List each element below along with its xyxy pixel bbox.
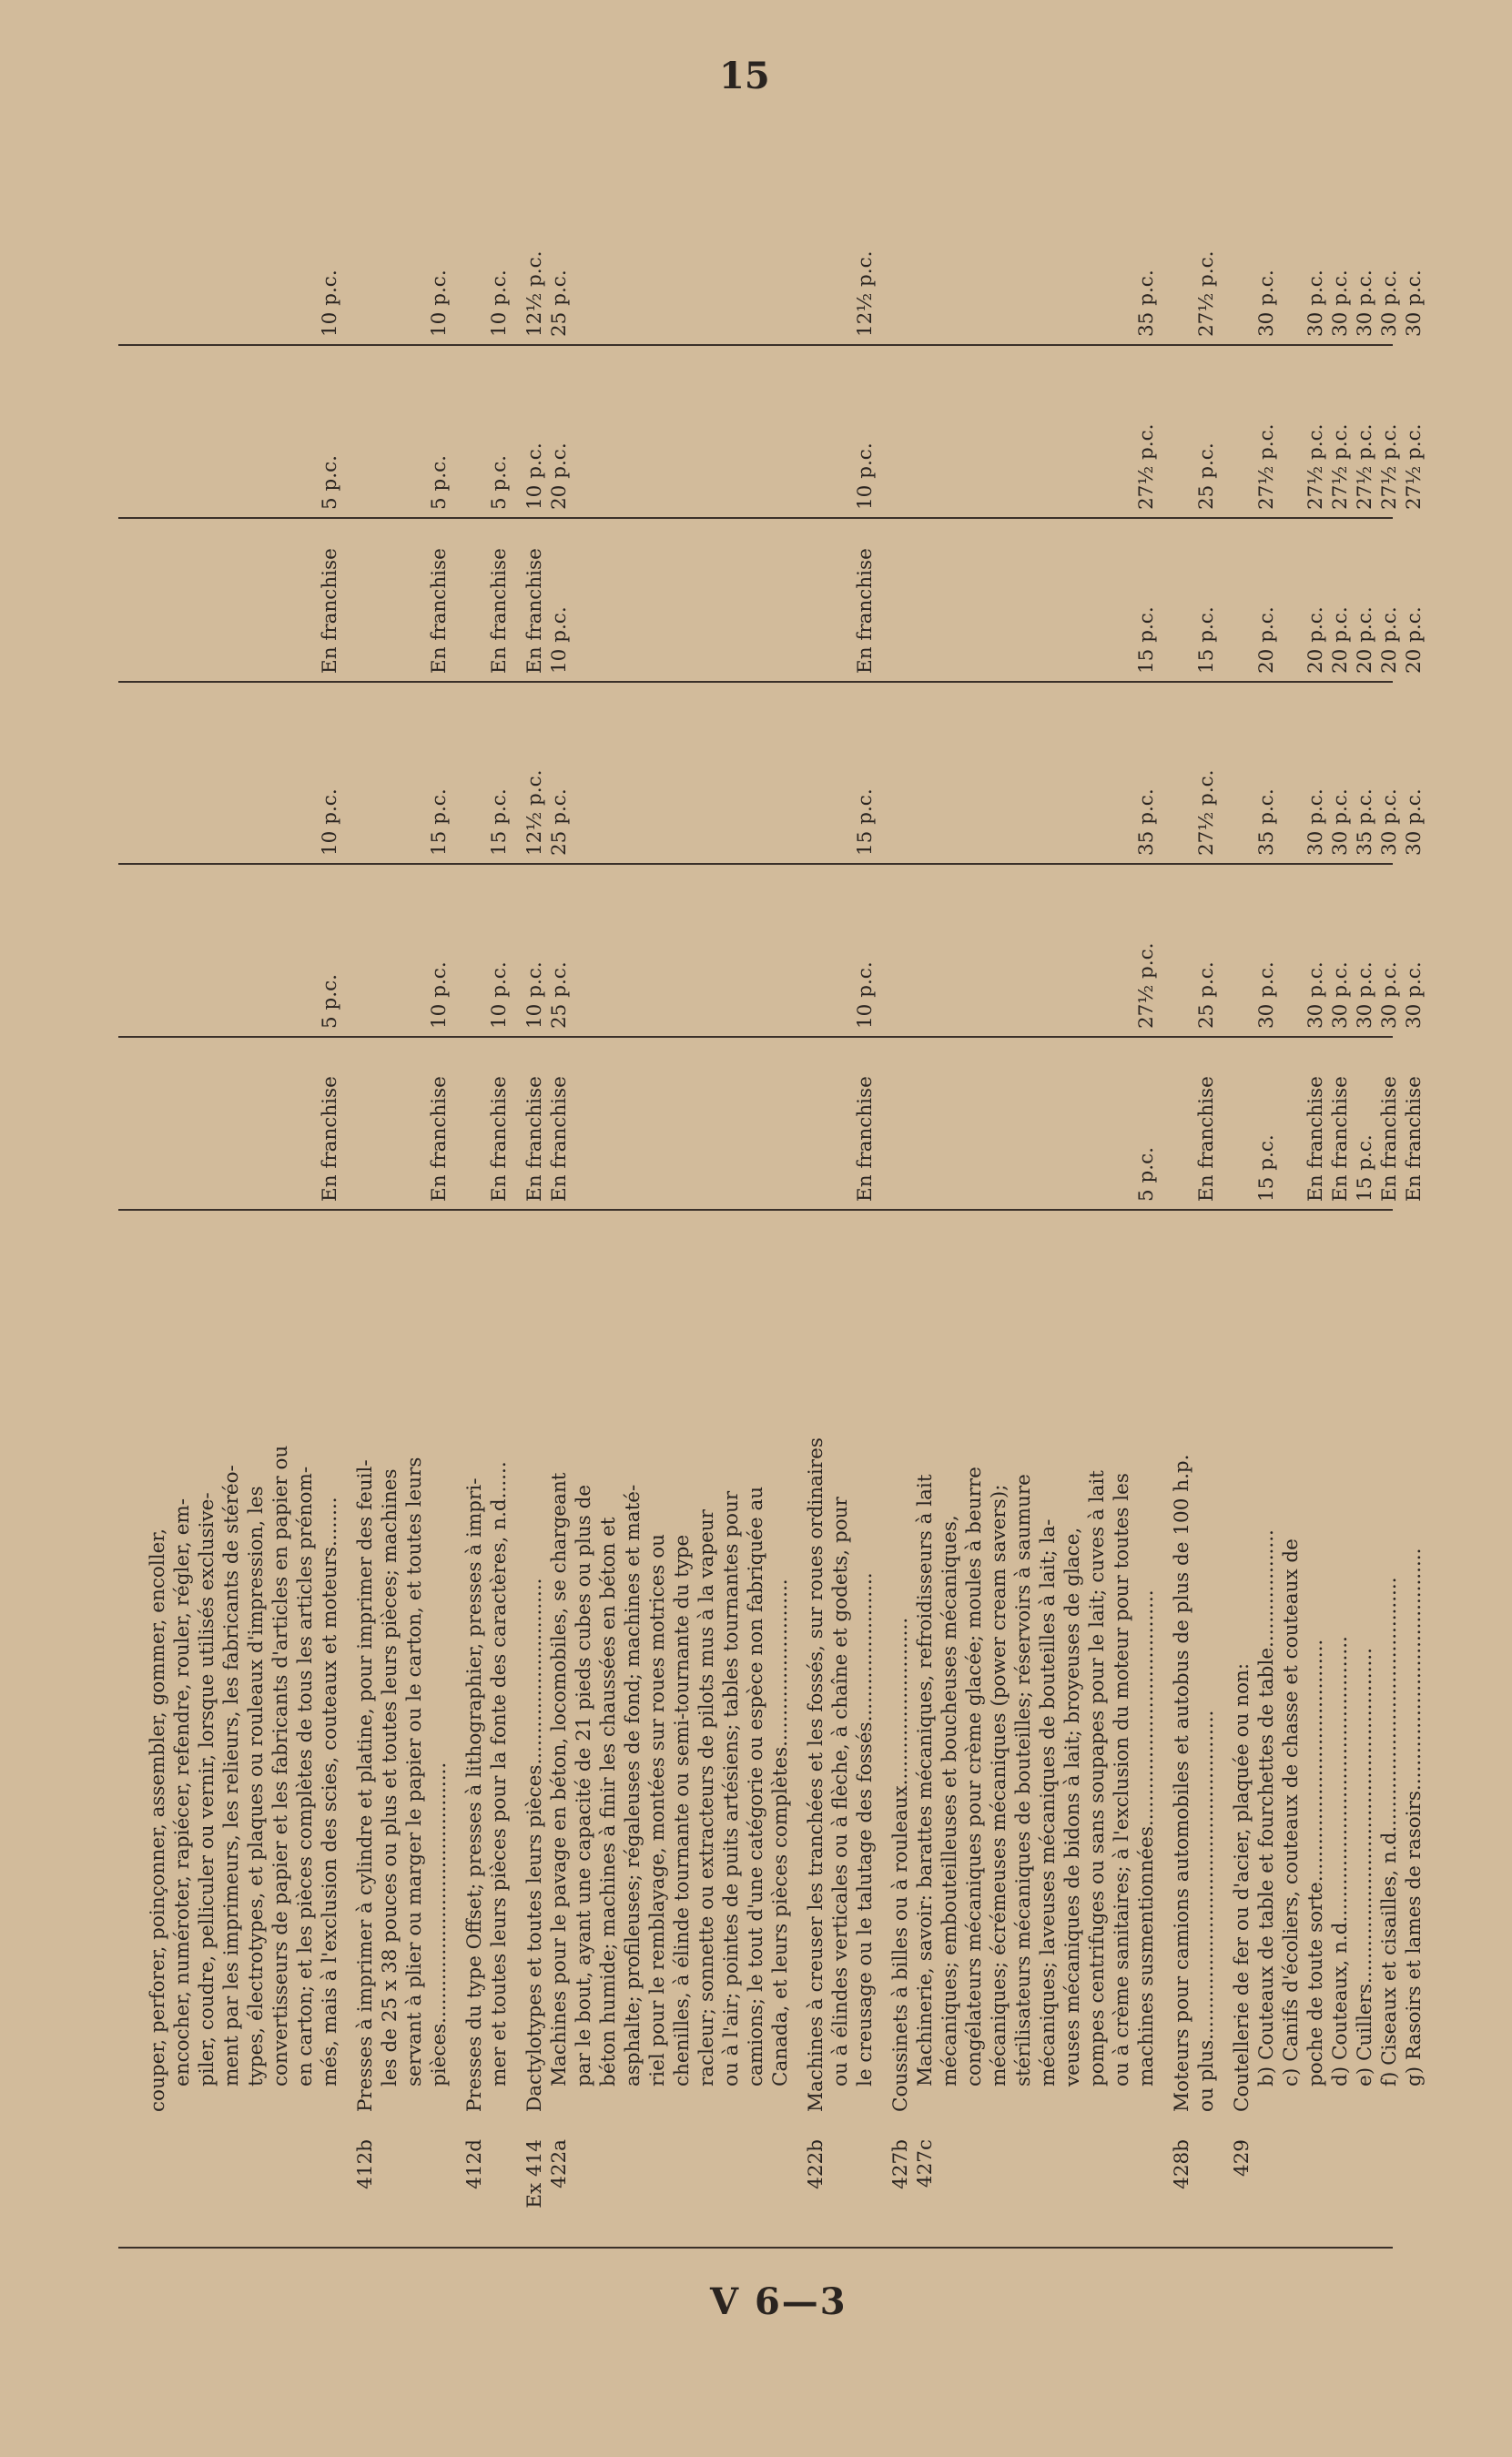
rate-value: 15 p.c.: [1135, 606, 1158, 674]
tariff-item-code: [1230, 2139, 1254, 2249]
rate-value: 15 p.c.: [854, 788, 877, 856]
description-line: les de 25 x 38 pouces ou plus et toutes leurs pièces; machines: [379, 1468, 401, 2086]
description-line: camions; le tout d'une catégorie ou espèce non fabriquée au: [745, 1486, 767, 2086]
rate-cell: [318, 455, 342, 510]
rate-cell: [487, 961, 512, 1029]
description-line: mécaniques; embouteilleuses et boucheuses mécaniques,: [939, 1515, 961, 2086]
rate-value: 10 p.c.: [523, 961, 546, 1029]
description-line: piler, coudre, pelliculer ou vernir, lorsque utilisés exclusive-: [196, 1492, 218, 2086]
rate-value: 27½ p.c.: [1329, 423, 1352, 510]
table-rule-3: [118, 863, 1393, 865]
rate-cell: [1134, 942, 1159, 1029]
tariff-code-text: 427b: [889, 2139, 912, 2189]
rate-cell: [318, 548, 342, 674]
rate-value: En franchise: [854, 548, 877, 674]
rate-value: 25 p.c.: [548, 269, 571, 337]
rate-value: En franchise: [319, 1076, 341, 1202]
table-rule-5: [118, 517, 1393, 519]
rate-value: 30 p.c.: [1304, 788, 1327, 856]
rate-value: En franchise: [428, 1076, 451, 1202]
description-line: Coutellerie de fer ou d'acier, plaquée ou non:: [1231, 1662, 1253, 2112]
rate-value: 20 p.c.: [548, 442, 571, 510]
description-line: Machines pour le pavage en béton, locomobiles, se chargeant: [548, 1472, 571, 2086]
rate-value: En franchise: [1195, 1076, 1218, 1202]
rate-value: 10 p.c.: [428, 961, 451, 1029]
rate-value: 30 p.c.: [1329, 788, 1352, 856]
rate-value: 20 p.c.: [1354, 606, 1376, 674]
description-line: stérilisateurs mécaniques de bouteilles; réservoirs à saumure: [1012, 1474, 1035, 2086]
tariff-table: [118, 246, 1426, 2249]
rate-value: 35 p.c.: [1255, 788, 1278, 856]
description-line: ou à élindes verticales ou à flèche, à chaîne et godets, pour: [829, 1497, 852, 2086]
rate-cell: [853, 961, 878, 1029]
description-line: ou à crème sanitaires; à l'exclusion du moteur pour toutes les: [1111, 1473, 1133, 2086]
rate-value: 10 p.c.: [428, 269, 451, 337]
rate-value: 30 p.c.: [1255, 961, 1278, 1029]
description-line: par le bout, ayant une capacité de 21 pieds cubes ou plus de: [573, 1484, 595, 2086]
rate-value: 15 p.c.: [1195, 606, 1218, 674]
rate-value: 30 p.c.: [1378, 961, 1401, 1029]
rate-value: 10 p.c.: [319, 269, 341, 337]
rate-cell: [1194, 606, 1219, 674]
rate-value: 30 p.c.: [1403, 269, 1426, 337]
tariff-code-text: 429: [1231, 2139, 1253, 2178]
rate-cell: [1194, 1076, 1219, 1202]
rate-cell: [523, 442, 572, 510]
article-description: [1230, 1256, 1426, 2112]
tariff-code-text: 427c: [914, 2139, 937, 2188]
description-line: ou à l'air; pointes de puits artésiens; tables tournantes pour: [720, 1490, 743, 2086]
description-line: b) Couteaux de table et fourchettes de table...................: [1255, 1529, 1278, 2086]
rate-value: 10 p.c.: [523, 442, 546, 510]
table-rule-6: [118, 344, 1393, 346]
description-line: f) Ciseaux et cisailles, n.d.........................................: [1378, 1577, 1401, 2086]
rate-cell: [487, 455, 512, 510]
description-line: encocher, numéroter, rapiécer, refendre, rouler, régler, em-: [171, 1498, 194, 2086]
description-line: machines susmentionnées......................................: [1135, 1589, 1158, 2086]
rate-value: 30 p.c.: [1329, 961, 1352, 1029]
rate-cell: [523, 961, 572, 1029]
description-line: c) Canifs d'écoliers, couteaux de chasse et couteaux de: [1280, 1538, 1303, 2086]
rate-value: 10 p.c.: [319, 788, 341, 856]
article-description: [888, 1256, 1159, 2112]
tariff-item-code: [353, 2139, 378, 2249]
rate-value: 15 p.c.: [488, 788, 511, 856]
rate-cell: [523, 1076, 572, 1202]
article-description: [1170, 1256, 1219, 2112]
rate-value: 15 p.c.: [1255, 1134, 1278, 1202]
rate-value: En franchise: [1403, 1076, 1426, 1202]
rate-value: 25 p.c.: [1195, 961, 1218, 1029]
rate-cell: [1254, 788, 1279, 856]
rate-value: En franchise: [523, 548, 546, 674]
table-rule-1: [118, 1209, 1393, 1211]
rate-value: 30 p.c.: [1304, 269, 1327, 337]
table-rule-4: [118, 681, 1393, 683]
rate-value: 20 p.c.: [1255, 606, 1278, 674]
rate-value: 15 p.c.: [428, 788, 451, 856]
tariff-code-text: Ex 414: [523, 2139, 546, 2208]
rate-cell: [318, 1076, 342, 1202]
description-line: Dactylotypes et toutes leurs pièces..............................: [523, 1578, 546, 2112]
tariff-code-text: 422a: [548, 2139, 571, 2188]
rate-value: 10 p.c.: [488, 269, 511, 337]
rate-value: 20 p.c.: [1304, 606, 1327, 674]
rate-value: 30 p.c.: [1403, 961, 1426, 1029]
description-line: Presses du type Offset; presses à lithographier, presses à impri-: [463, 1477, 486, 2112]
footer-mark: V 6—3: [710, 2280, 847, 2323]
rate-cell: [427, 788, 452, 856]
article-description: [462, 1256, 512, 2112]
description-line: poche de toute sorte.......................................: [1304, 1639, 1327, 2086]
description-line: le creusage ou le talutage des fossés........................: [854, 1572, 877, 2086]
rate-value: 15 p.c.: [1354, 1134, 1376, 1202]
rate-cell: [1134, 606, 1159, 674]
rate-value: 20 p.c.: [1329, 606, 1352, 674]
description-line: e) Cuillers......................................................: [1354, 1648, 1376, 2086]
rate-value: 5 p.c.: [1135, 1147, 1158, 1202]
description-line: en carton; et les pièces complètes de tous les articles prénom-: [294, 1466, 317, 2086]
rate-value: 30 p.c.: [1378, 788, 1401, 856]
description-line: pièces..........................................: [428, 1762, 451, 2086]
tariff-item-code: [1170, 2139, 1194, 2249]
rate-value: 27½ p.c.: [1403, 423, 1426, 510]
rate-value: 27½ p.c.: [1304, 423, 1327, 510]
rate-value: 30 p.c.: [1354, 961, 1376, 1029]
rate-value: 25 p.c.: [548, 961, 571, 1029]
rate-cell: [427, 269, 452, 337]
rate-value: 12½ p.c.: [523, 250, 546, 337]
rate-cell: [487, 269, 512, 337]
article-description: [523, 1256, 793, 2112]
rate-cell: [853, 548, 878, 674]
description-line: congélateurs mécaniques pour crème glacée; moules à beurre: [963, 1467, 986, 2086]
tariff-item-code: [523, 2139, 572, 2249]
description-line: mécaniques; laveuses mécaniques de bouteilles à lait; la-: [1037, 1518, 1060, 2086]
article-description: [146, 1256, 342, 2112]
rate-value: 10 p.c.: [854, 961, 877, 1029]
rate-cell: [427, 961, 452, 1029]
rate-value: 30 p.c.: [1304, 961, 1327, 1029]
tariff-item-code: [462, 2139, 487, 2249]
description-line: types, électrotypes, et plaques ou rouleaux d'impression, les: [245, 1486, 268, 2086]
description-line: béton humide; machines à finir les chaussées en béton et: [597, 1517, 620, 2086]
description-line: d) Couteaux, n.d..............................................: [1329, 1636, 1352, 2086]
rate-cell: [427, 1076, 452, 1202]
page-number: 15: [719, 55, 770, 97]
rate-value: 25 p.c.: [1195, 442, 1218, 510]
rate-cell: [1134, 423, 1159, 510]
rate-cell: [523, 250, 572, 337]
rate-value: 30 p.c.: [1329, 269, 1352, 337]
rate-value: 5 p.c.: [488, 455, 511, 510]
rate-value: 20 p.c.: [1403, 606, 1426, 674]
article-description: [804, 1256, 878, 2112]
rate-cell: [1254, 269, 1279, 337]
rate-value: 25 p.c.: [548, 788, 571, 856]
description-line: Machinerie, savoir: barattes mécaniques, refroidisseurs à lait: [914, 1474, 937, 2086]
rate-value: 12½ p.c.: [854, 250, 877, 337]
description-line: veuses mécaniques de bidons à lait; broyeuses de glace,: [1061, 1527, 1084, 2086]
rate-cell: [487, 788, 512, 856]
description-line: mécaniques; écrémeuses mécaniques (power cream savers);: [988, 1484, 1010, 2086]
tariff-item-code: [888, 2139, 938, 2249]
rate-value: 5 p.c.: [428, 455, 451, 510]
tariff-code-text: 412d: [463, 2139, 486, 2189]
rate-cell: [1134, 1147, 1159, 1202]
rate-value: 12½ p.c.: [523, 769, 546, 856]
rate-value: 30 p.c.: [1255, 269, 1278, 337]
rate-value: En franchise: [1378, 1076, 1401, 1202]
rate-value: En franchise: [428, 548, 451, 674]
rate-value: 27½ p.c.: [1195, 769, 1218, 856]
rate-cell: [1194, 769, 1219, 856]
rate-value: En franchise: [1304, 1076, 1327, 1202]
rate-value: En franchise: [319, 548, 341, 674]
rate-cell: [853, 250, 878, 337]
rate-cell: [853, 442, 878, 510]
rate-value: 27½ p.c.: [1255, 423, 1278, 510]
description-line: Canada, et leurs pièces complètes...........................: [769, 1579, 792, 2086]
rate-cell: [1194, 961, 1219, 1029]
description-line: més, mais à l'exclusion des scies, couteaux et moteurs........: [319, 1497, 341, 2086]
rate-value: 30 p.c.: [1378, 269, 1401, 337]
rate-cell: [487, 1076, 512, 1202]
rate-cell: [1134, 269, 1159, 337]
description-line: ment par les imprimeurs, les relieurs, les fabricants de stéréo-: [220, 1465, 243, 2086]
description-line: servant à plier ou marger le papier ou le carton, et toutes leurs: [403, 1457, 426, 2086]
rate-cell: [1194, 442, 1219, 510]
description-line: Presses à imprimer à cylindre et platine, pour imprimer des feuil-: [354, 1459, 377, 2112]
rate-cell: [523, 548, 572, 674]
article-description: [353, 1256, 452, 2112]
table-rule-left: [118, 2247, 1393, 2249]
rate-cell: [1254, 1134, 1279, 1202]
rate-value: 10 p.c.: [488, 961, 511, 1029]
tariff-code-text: 412b: [354, 2139, 377, 2189]
rate-cell: [318, 788, 342, 856]
description-line: asphalte; profileuses; régaleuses de fond; machines et maté-: [622, 1484, 644, 2086]
rate-value: 20 p.c.: [1378, 606, 1401, 674]
rate-cell: [523, 769, 572, 856]
description-line: racleur; sonnette ou extracteurs de pilots mus à la vapeur: [695, 1509, 718, 2086]
rate-value: En franchise: [854, 1076, 877, 1202]
rate-value: En franchise: [488, 548, 511, 674]
rate-cell: [487, 548, 512, 674]
table-rule-2: [118, 1036, 1393, 1038]
rate-value: 5 p.c.: [319, 974, 341, 1029]
rate-value: En franchise: [1329, 1076, 1352, 1202]
rate-value: 27½ p.c.: [1378, 423, 1401, 510]
rate-value: 27½ p.c.: [1354, 423, 1376, 510]
description-line: g) Rasoirs et lames de rasoirs.......................................: [1403, 1548, 1426, 2086]
description-line: riel pour le remblayage, montées sur roues motrices ou: [646, 1534, 669, 2086]
rate-value: 10 p.c.: [854, 442, 877, 510]
rate-value: 30 p.c.: [1354, 269, 1376, 337]
rate-value: 5 p.c.: [319, 455, 341, 510]
rate-cell: [318, 269, 342, 337]
rate-value: 35 p.c.: [1354, 788, 1376, 856]
rate-value: 30 p.c.: [1403, 788, 1426, 856]
rate-cell: [1254, 606, 1279, 674]
rate-value: 35 p.c.: [1135, 788, 1158, 856]
rate-cell: [853, 788, 878, 856]
rate-cell: [427, 455, 452, 510]
description-line: Moteurs pour camions automobiles et autobus de plus de 100 h.p.: [1171, 1454, 1193, 2112]
description-line: Machines à creuser les tranchées et les fossés, sur roues ordinaires: [805, 1437, 827, 2112]
rate-cell: [1194, 250, 1219, 337]
rate-cell: [318, 974, 342, 1029]
rate-cell: [427, 548, 452, 674]
rate-value: En franchise: [488, 1076, 511, 1202]
rate-value: En franchise: [548, 1076, 571, 1202]
rate-cell: [1254, 423, 1279, 510]
rate-cell: [853, 1076, 878, 1202]
description-line: mer et toutes leurs pièces pour la fonte des caractères, n.d......: [488, 1461, 511, 2086]
tariff-code-text: 422b: [805, 2139, 827, 2189]
rate-value: En franchise: [523, 1076, 546, 1202]
description-line: chenilles, à élinde tournante ou semi-tournante du type: [671, 1534, 694, 2086]
rate-cell: [1254, 961, 1279, 1029]
rate-value: 10 p.c.: [548, 606, 571, 674]
description-line: ou plus.....................................................: [1195, 1710, 1218, 2112]
rate-value: 27½ p.c.: [1135, 423, 1158, 510]
description-line: couper, perforer, poinçonner, assembler, gommer, encoller,: [147, 1528, 169, 2112]
rate-cell: [1134, 788, 1159, 856]
description-line: Coussinets à billes ou à rouleaux...........................: [889, 1617, 912, 2112]
rate-value: 27½ p.c.: [1135, 942, 1158, 1029]
description-line: pompes centrifuges ou sans soupapes pour le lait; cuves à lait: [1086, 1470, 1109, 2086]
tariff-code-text: 428b: [1171, 2139, 1193, 2189]
description-line: convertisseurs de papier et les fabricants d'articles en papier ou: [269, 1445, 292, 2086]
rate-value: 35 p.c.: [1135, 269, 1158, 337]
tariff-item-code: [804, 2139, 828, 2249]
rate-value: 27½ p.c.: [1195, 250, 1218, 337]
